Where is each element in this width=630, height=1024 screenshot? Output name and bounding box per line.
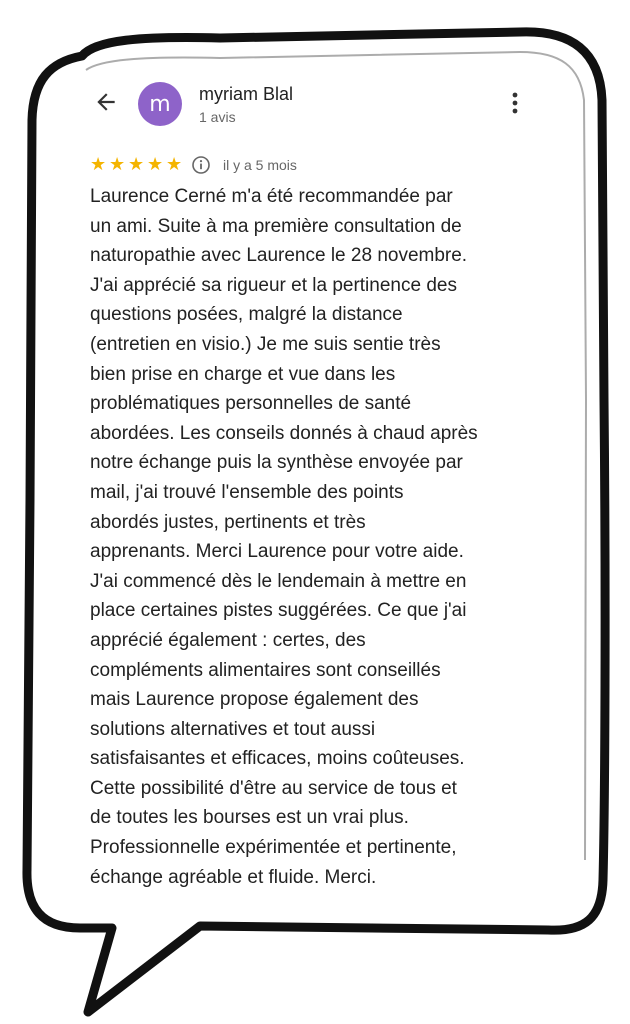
star-icon: ★: [147, 154, 164, 175]
info-icon: [191, 155, 211, 175]
review-card: [90, 76, 545, 892]
review-body-text: Laurence Cerné m'a été recommandée par un ami. Suite à ma première consultation de naturopathie avec Laurence le 28 novembre. J'ai apprécié sa rigueur et la pertinence des questions posées, malgré la distance (entretien en visio.) Je me suis sentie très bien prise en charge et vue dans les problématiques personnelles de santé abordées. Les conseils donnés à chaud après notre échange puis la synthèse envoyée par mail, j'ai trouvé l'ensemble des points abordés justes, pertinents et très apprenants. Merci Laurence pour votre aide. J'ai commencé dès le lendemain à mettre en place certaines pistes suggérées. Ce que j'ai apprécié également : certes, des compléments alimentaires sont conseillés mais Laurence propose également des solutions alternatives et tout aussi satisfaisantes et efficaces, moins coûteuses. Cette possibilité d'être au service de tous et de toutes les bourses est un vrai plus. Professionnelle expérimentée et pertinente, échange agréable et fluide. Merci.: [90, 186, 478, 888]
review-date: il y a 5 mois: [223, 157, 297, 173]
star-icon: ★: [90, 154, 107, 175]
rating-row: [90, 152, 545, 178]
info-button[interactable]: [191, 155, 211, 175]
star-icon: ★: [109, 154, 126, 175]
more-vert-icon: [511, 92, 519, 114]
author-review-count: 1 avis: [199, 109, 236, 125]
author-name[interactable]: myriam Blal: [199, 84, 294, 104]
avatar[interactable]: [138, 82, 182, 126]
star-icon: ★: [166, 154, 183, 175]
star-rating: [90, 156, 185, 174]
back-arrow-icon: [93, 89, 119, 115]
back-button[interactable]: [90, 86, 122, 118]
avatar-initial: m: [149, 91, 171, 117]
star-icon: ★: [128, 154, 145, 175]
more-options-button[interactable]: [505, 88, 525, 118]
review-header: [90, 76, 545, 136]
